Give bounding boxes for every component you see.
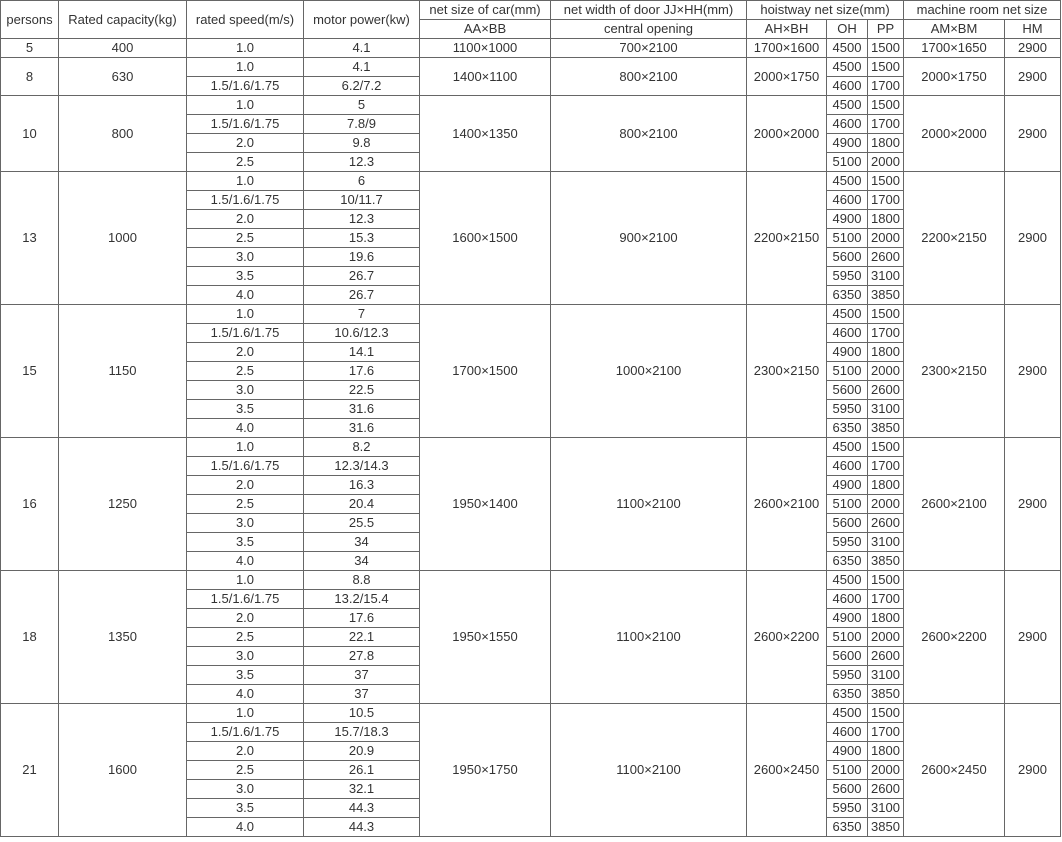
persons-cell: 13: [1, 172, 59, 305]
persons-cell: 21: [1, 704, 59, 837]
speed-cell: 3.5: [187, 799, 304, 818]
motor-cell: 27.8: [304, 647, 420, 666]
persons-cell: 8: [1, 58, 59, 96]
machine-size-cell: 2200×2150: [904, 172, 1005, 305]
oh-cell: 5100: [827, 229, 868, 248]
pp-cell: 1700: [868, 590, 904, 609]
oh-cell: 5600: [827, 647, 868, 666]
speed-cell: 1.5/1.6/1.75: [187, 77, 304, 96]
header-persons: persons: [1, 1, 59, 39]
pp-cell: 1500: [868, 172, 904, 191]
capacity-cell: 1250: [59, 438, 187, 571]
subheader-car: AA×BB: [420, 20, 551, 39]
door-size-cell: 1100×2100: [551, 438, 747, 571]
door-size-cell: 700×2100: [551, 39, 747, 58]
car-size-cell: 1400×1100: [420, 58, 551, 96]
capacity-cell: 630: [59, 58, 187, 96]
capacity-cell: 1600: [59, 704, 187, 837]
car-size-cell: 1950×1400: [420, 438, 551, 571]
motor-cell: 4.1: [304, 39, 420, 58]
pp-cell: 1700: [868, 77, 904, 96]
motor-cell: 34: [304, 552, 420, 571]
capacity-cell: 1000: [59, 172, 187, 305]
table-row: [1, 172, 1061, 191]
header-speed: rated speed(m/s): [187, 1, 304, 39]
oh-cell: 4500: [827, 172, 868, 191]
speed-cell: 4.0: [187, 552, 304, 571]
motor-cell: 22.5: [304, 381, 420, 400]
header-motor: motor power(kw): [304, 1, 420, 39]
spec-body: [1, 39, 1061, 837]
motor-cell: 4.1: [304, 58, 420, 77]
pp-cell: 2600: [868, 248, 904, 267]
persons-cell: 10: [1, 96, 59, 172]
oh-cell: 6350: [827, 818, 868, 837]
motor-cell: 26.7: [304, 286, 420, 305]
motor-cell: 22.1: [304, 628, 420, 647]
speed-cell: 2.0: [187, 742, 304, 761]
pp-cell: 1700: [868, 457, 904, 476]
speed-cell: 3.0: [187, 381, 304, 400]
hoistway-size-cell: 2600×2100: [747, 438, 827, 571]
oh-cell: 5600: [827, 514, 868, 533]
motor-cell: 15.7/18.3: [304, 723, 420, 742]
speed-cell: 2.5: [187, 229, 304, 248]
pp-cell: 1500: [868, 96, 904, 115]
speed-cell: 1.0: [187, 704, 304, 723]
motor-cell: 37: [304, 685, 420, 704]
car-size-cell: 1400×1350: [420, 96, 551, 172]
pp-cell: 1700: [868, 723, 904, 742]
door-size-cell: 800×2100: [551, 58, 747, 96]
hm-cell: 2900: [1005, 305, 1061, 438]
motor-cell: 26.1: [304, 761, 420, 780]
pp-cell: 1700: [868, 115, 904, 134]
motor-cell: 12.3: [304, 210, 420, 229]
motor-cell: 9.8: [304, 134, 420, 153]
door-size-cell: 900×2100: [551, 172, 747, 305]
motor-cell: 44.3: [304, 799, 420, 818]
speed-cell: 2.5: [187, 628, 304, 647]
speed-cell: 2.0: [187, 609, 304, 628]
pp-cell: 2600: [868, 780, 904, 799]
motor-cell: 6: [304, 172, 420, 191]
subheader-oh: OH: [827, 20, 868, 39]
motor-cell: 5: [304, 96, 420, 115]
motor-cell: 17.6: [304, 609, 420, 628]
speed-cell: 3.5: [187, 666, 304, 685]
speed-cell: 4.0: [187, 818, 304, 837]
table-row: [1, 305, 1061, 324]
speed-cell: 1.0: [187, 172, 304, 191]
oh-cell: 5100: [827, 153, 868, 172]
speed-cell: 2.0: [187, 210, 304, 229]
oh-cell: 4500: [827, 58, 868, 77]
oh-cell: 5100: [827, 362, 868, 381]
header-car-size: net size of car(mm): [420, 1, 551, 20]
car-size-cell: 1600×1500: [420, 172, 551, 305]
motor-cell: 31.6: [304, 400, 420, 419]
speed-cell: 1.5/1.6/1.75: [187, 115, 304, 134]
motor-cell: 37: [304, 666, 420, 685]
pp-cell: 2600: [868, 514, 904, 533]
motor-cell: 17.6: [304, 362, 420, 381]
speed-cell: 4.0: [187, 286, 304, 305]
motor-cell: 31.6: [304, 419, 420, 438]
oh-cell: 5600: [827, 381, 868, 400]
oh-cell: 4900: [827, 134, 868, 153]
machine-size-cell: 2300×2150: [904, 305, 1005, 438]
header-row: [1, 1, 1061, 20]
machine-size-cell: 2600×2100: [904, 438, 1005, 571]
pp-cell: 2600: [868, 647, 904, 666]
pp-cell: 1500: [868, 571, 904, 590]
oh-cell: 5100: [827, 628, 868, 647]
pp-cell: 2600: [868, 381, 904, 400]
capacity-cell: 800: [59, 96, 187, 172]
door-size-cell: 1100×2100: [551, 571, 747, 704]
machine-size-cell: 2600×2450: [904, 704, 1005, 837]
oh-cell: 4900: [827, 210, 868, 229]
car-size-cell: 1100×1000: [420, 39, 551, 58]
hoistway-size-cell: 2200×2150: [747, 172, 827, 305]
speed-cell: 3.5: [187, 400, 304, 419]
speed-cell: 3.0: [187, 780, 304, 799]
speed-cell: 1.5/1.6/1.75: [187, 590, 304, 609]
oh-cell: 4600: [827, 191, 868, 210]
hm-cell: 2900: [1005, 571, 1061, 704]
door-size-cell: 1100×2100: [551, 704, 747, 837]
oh-cell: 4600: [827, 457, 868, 476]
speed-cell: 2.5: [187, 153, 304, 172]
oh-cell: 6350: [827, 419, 868, 438]
speed-cell: 1.5/1.6/1.75: [187, 723, 304, 742]
pp-cell: 1800: [868, 134, 904, 153]
hoistway-size-cell: 2000×1750: [747, 58, 827, 96]
speed-cell: 1.5/1.6/1.75: [187, 457, 304, 476]
motor-cell: 20.9: [304, 742, 420, 761]
car-size-cell: 1700×1500: [420, 305, 551, 438]
oh-cell: 4500: [827, 704, 868, 723]
door-size-cell: 800×2100: [551, 96, 747, 172]
table-row: [1, 438, 1061, 457]
motor-cell: 10.5: [304, 704, 420, 723]
oh-cell: 4600: [827, 324, 868, 343]
motor-cell: 34: [304, 533, 420, 552]
pp-cell: 2000: [868, 761, 904, 780]
oh-cell: 4600: [827, 723, 868, 742]
persons-cell: 5: [1, 39, 59, 58]
pp-cell: 3850: [868, 818, 904, 837]
subheader-hoistway: AH×BH: [747, 20, 827, 39]
pp-cell: 2000: [868, 229, 904, 248]
hoistway-size-cell: 2600×2450: [747, 704, 827, 837]
oh-cell: 5950: [827, 400, 868, 419]
motor-cell: 7: [304, 305, 420, 324]
motor-cell: 44.3: [304, 818, 420, 837]
oh-cell: 5950: [827, 533, 868, 552]
pp-cell: 1800: [868, 609, 904, 628]
hm-cell: 2900: [1005, 438, 1061, 571]
motor-cell: 15.3: [304, 229, 420, 248]
speed-cell: 1.0: [187, 438, 304, 457]
pp-cell: 1800: [868, 343, 904, 362]
oh-cell: 6350: [827, 685, 868, 704]
speed-cell: 1.5/1.6/1.75: [187, 191, 304, 210]
hm-cell: 2900: [1005, 58, 1061, 96]
pp-cell: 1800: [868, 210, 904, 229]
pp-cell: 1500: [868, 704, 904, 723]
pp-cell: 1800: [868, 476, 904, 495]
motor-cell: 25.5: [304, 514, 420, 533]
motor-cell: 13.2/15.4: [304, 590, 420, 609]
machine-size-cell: 2600×2200: [904, 571, 1005, 704]
table-row: [1, 58, 1061, 77]
oh-cell: 5100: [827, 761, 868, 780]
motor-cell: 12.3: [304, 153, 420, 172]
oh-cell: 5100: [827, 495, 868, 514]
pp-cell: 1800: [868, 742, 904, 761]
capacity-cell: 1150: [59, 305, 187, 438]
speed-cell: 1.0: [187, 305, 304, 324]
door-size-cell: 1000×2100: [551, 305, 747, 438]
pp-cell: 3850: [868, 552, 904, 571]
motor-cell: 19.6: [304, 248, 420, 267]
speed-cell: 2.0: [187, 134, 304, 153]
capacity-cell: 1350: [59, 571, 187, 704]
oh-cell: 4600: [827, 590, 868, 609]
oh-cell: 4500: [827, 39, 868, 58]
subheader-door: central opening: [551, 20, 747, 39]
motor-cell: 8.8: [304, 571, 420, 590]
motor-cell: 8.2: [304, 438, 420, 457]
oh-cell: 4500: [827, 96, 868, 115]
oh-cell: 4500: [827, 438, 868, 457]
oh-cell: 5950: [827, 267, 868, 286]
hoistway-size-cell: 2600×2200: [747, 571, 827, 704]
pp-cell: 1500: [868, 438, 904, 457]
motor-cell: 14.1: [304, 343, 420, 362]
pp-cell: 1700: [868, 191, 904, 210]
hm-cell: 2900: [1005, 704, 1061, 837]
speed-cell: 3.0: [187, 647, 304, 666]
table-row: [1, 96, 1061, 115]
persons-cell: 15: [1, 305, 59, 438]
pp-cell: 3850: [868, 419, 904, 438]
motor-cell: 10.6/12.3: [304, 324, 420, 343]
pp-cell: 2000: [868, 362, 904, 381]
table-row: [1, 39, 1061, 58]
speed-cell: 2.5: [187, 495, 304, 514]
oh-cell: 5950: [827, 666, 868, 685]
persons-cell: 18: [1, 571, 59, 704]
speed-cell: 3.5: [187, 267, 304, 286]
machine-size-cell: 2000×2000: [904, 96, 1005, 172]
motor-cell: 12.3/14.3: [304, 457, 420, 476]
persons-cell: 16: [1, 438, 59, 571]
pp-cell: 1700: [868, 324, 904, 343]
speed-cell: 3.0: [187, 514, 304, 533]
oh-cell: 5600: [827, 248, 868, 267]
machine-size-cell: 1700×1650: [904, 39, 1005, 58]
oh-cell: 5600: [827, 780, 868, 799]
pp-cell: 3100: [868, 400, 904, 419]
pp-cell: 2000: [868, 495, 904, 514]
speed-cell: 1.0: [187, 58, 304, 77]
speed-cell: 4.0: [187, 419, 304, 438]
motor-cell: 26.7: [304, 267, 420, 286]
pp-cell: 1500: [868, 58, 904, 77]
pp-cell: 1500: [868, 39, 904, 58]
speed-cell: 1.0: [187, 39, 304, 58]
speed-cell: 2.0: [187, 476, 304, 495]
pp-cell: 3850: [868, 685, 904, 704]
hoistway-size-cell: 1700×1600: [747, 39, 827, 58]
oh-cell: 6350: [827, 552, 868, 571]
machine-size-cell: 2000×1750: [904, 58, 1005, 96]
subheader-hm: HM: [1005, 20, 1061, 39]
oh-cell: 4500: [827, 305, 868, 324]
table-row: [1, 571, 1061, 590]
speed-cell: 2.5: [187, 761, 304, 780]
pp-cell: 2000: [868, 153, 904, 172]
oh-cell: 4900: [827, 742, 868, 761]
car-size-cell: 1950×1550: [420, 571, 551, 704]
pp-cell: 2000: [868, 628, 904, 647]
motor-cell: 7.8/9: [304, 115, 420, 134]
speed-cell: 2.0: [187, 343, 304, 362]
pp-cell: 3100: [868, 533, 904, 552]
motor-cell: 6.2/7.2: [304, 77, 420, 96]
oh-cell: 4600: [827, 77, 868, 96]
car-size-cell: 1950×1750: [420, 704, 551, 837]
speed-cell: 3.5: [187, 533, 304, 552]
header-machine-room: machine room net size: [904, 1, 1061, 20]
subheader-machine: AM×BM: [904, 20, 1005, 39]
pp-cell: 3100: [868, 666, 904, 685]
oh-cell: 4900: [827, 343, 868, 362]
hm-cell: 2900: [1005, 172, 1061, 305]
header-capacity: Rated capacity(kg): [59, 1, 187, 39]
oh-cell: 6350: [827, 286, 868, 305]
hoistway-size-cell: 2300×2150: [747, 305, 827, 438]
pp-cell: 3100: [868, 267, 904, 286]
hoistway-size-cell: 2000×2000: [747, 96, 827, 172]
speed-cell: 3.0: [187, 248, 304, 267]
motor-cell: 20.4: [304, 495, 420, 514]
speed-cell: 1.0: [187, 571, 304, 590]
oh-cell: 4900: [827, 609, 868, 628]
capacity-cell: 400: [59, 39, 187, 58]
speed-cell: 4.0: [187, 685, 304, 704]
oh-cell: 4600: [827, 115, 868, 134]
header-door-width: net width of door JJ×HH(mm): [551, 1, 747, 20]
header-hoistway: hoistway net size(mm): [747, 1, 904, 20]
motor-cell: 16.3: [304, 476, 420, 495]
speed-cell: 1.5/1.6/1.75: [187, 324, 304, 343]
motor-cell: 10/11.7: [304, 191, 420, 210]
hm-cell: 2900: [1005, 39, 1061, 58]
oh-cell: 4900: [827, 476, 868, 495]
speed-cell: 2.5: [187, 362, 304, 381]
pp-cell: 3100: [868, 799, 904, 818]
subheader-pp: PP: [868, 20, 904, 39]
pp-cell: 3850: [868, 286, 904, 305]
speed-cell: 1.0: [187, 96, 304, 115]
pp-cell: 1500: [868, 305, 904, 324]
motor-cell: 32.1: [304, 780, 420, 799]
hm-cell: 2900: [1005, 96, 1061, 172]
table-row: [1, 704, 1061, 723]
oh-cell: 4500: [827, 571, 868, 590]
oh-cell: 5950: [827, 799, 868, 818]
